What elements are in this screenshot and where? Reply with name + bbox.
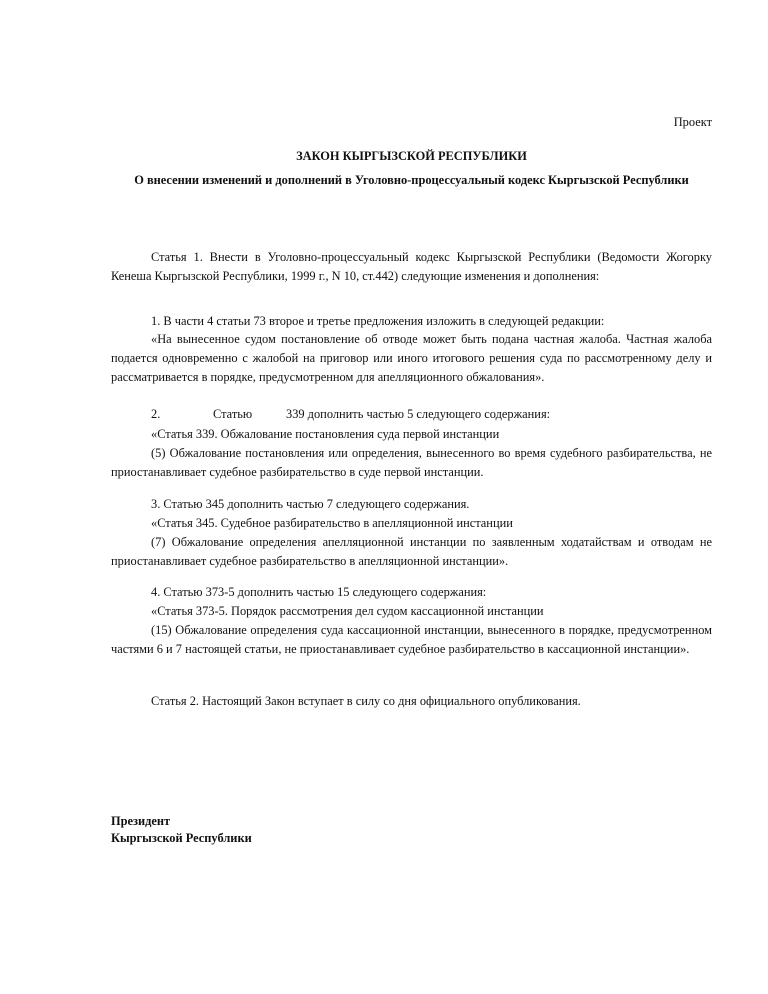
item2-heading xyxy=(111,405,712,424)
item2-rest: 339 дополнить частью 5 следующего содержания: xyxy=(286,407,551,421)
item2-number: 2. xyxy=(151,407,161,421)
item2-word: Статью xyxy=(213,407,253,421)
signature-title: Президент xyxy=(111,814,171,828)
item2-text: (5) Обжалование постановления или определения, вынесенного во время судебного разбирательства, не приостанавливает судебное разбирательство в суде первой инстанции. xyxy=(111,446,712,479)
item2-article-title: «Статья 339. Обжалование постановления суда первой инстанции xyxy=(151,427,500,441)
item4-heading: 4. Статью 373-5 дополнить частью 15 следующего содержания: xyxy=(151,585,487,599)
item1-quote: «На вынесенное судом постановление об отводе может быть подана частная жалоба. Частная жалоба подается одновременно с жалобой на приговор или иного итогового решения суда по рассмотренному делу и рассматривается в порядке, предусмотренном для апелляционного обжалования». xyxy=(111,332,712,384)
signature-country: Кыргызской Республики xyxy=(111,831,252,845)
draft-stamp: Проект xyxy=(673,115,712,129)
item4-text: (15) Обжалование определения суда кассационной инстанции, вынесенного в порядке, предусмотренном частями 6 и 7 настоящей статьи, не приостанавливает судебное разбирательство в кассационной инстанции». xyxy=(111,623,712,656)
item3-text: (7) Обжалование определения апелляционной инстанции по заявленным ходатайствам и отводам не приостанавливает судебное разбирательство в апелляционной инстанции». xyxy=(111,535,712,568)
item4-article-title: «Статья 373-5. Порядок рассмотрения дел судом кассационной инстанции xyxy=(151,604,544,618)
law-title: ЗАКОН КЫРГЫЗСКОЙ РЕСПУБЛИКИ xyxy=(296,149,527,163)
item3-heading: 3. Статью 345 дополнить частью 7 следующего содержания. xyxy=(151,497,470,511)
item1-heading: 1. В части 4 статьи 73 второе и третье предложения изложить в следующей редакции: xyxy=(151,314,605,328)
law-subtitle: О внесении изменений и дополнений в Уголовно-процессуальный кодекс Кыргызской Республики xyxy=(134,173,689,187)
item3-article-title: «Статья 345. Судебное разбирательство в апелляционной инстанции xyxy=(151,516,513,530)
article1-intro: Статья 1. Внести в Уголовно-процессуальный кодекс Кыргызской Республики (Ведомости Жогорку Кенеша Кыргызской Республики, 1999 г., N 10, ст.442) следующие изменения и дополнения: xyxy=(111,250,712,283)
article2-text: Статья 2. Настоящий Закон вступает в силу со дня официального опубликования. xyxy=(151,694,581,708)
